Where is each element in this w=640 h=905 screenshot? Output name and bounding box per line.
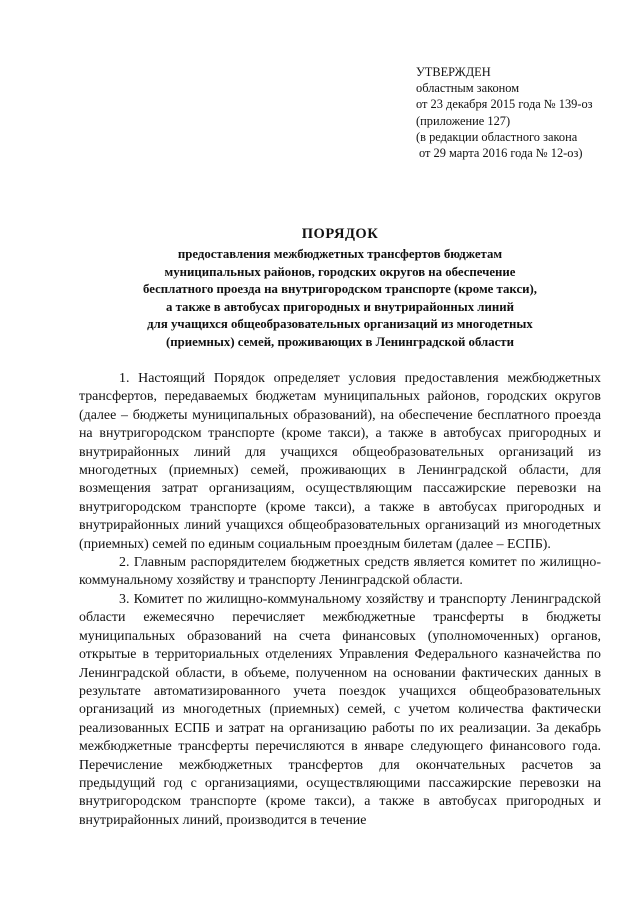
subtitle-line: а также в автобусах пригородных и внутрирайонных линий (166, 299, 514, 314)
approval-title: УТВЕРЖДЕН (416, 65, 491, 79)
paragraph-1: 1. Настоящий Порядок определяет условия предоставления межбюджетных трансфертов, передаваемых бюджетам муниципальных районов, городских округов (далее – бюджеты муниципальных образований), на обеспечение бесплатного проезда на внутригородском транспорте (кроме такси), а также в автобусах пригородных и внутрирайонных линий для учащихся общеобразовательных организаций из многодетных (приемных) семей, проживающих в Ленинградской области, для возмещения затрат организациям, осуществляющим пассажирские перевозки на внутригородском транспорте (кроме такси), а также в автобусах пригородных и внутрирайонных линий учащихся общеобразовательных организаций из многодетных (приемных) семей по единым социальным проездным билетам (далее – ЕСПБ). (79, 371, 601, 552)
document-body (79, 370, 601, 830)
approval-stamp (416, 64, 626, 161)
approval-line: от 29 марта 2016 года № 12-оз) (419, 146, 583, 161)
document-title: ПОРЯДОК (301, 226, 379, 242)
subtitle-line: для учащихся общеобразовательных организаций из многодетных (147, 317, 533, 332)
approval-line: (приложение 127) (416, 113, 511, 128)
document-subtitle (80, 246, 600, 352)
subtitle-line: предоставления межбюджетных трансфертов бюджетам (177, 247, 503, 261)
document-heading (80, 225, 600, 352)
approval-line: областным законом (416, 81, 520, 96)
approval-line: от 23 декабря 2015 года № 139-оз (416, 97, 593, 112)
subtitle-line: бесплатного проезда на внутригородском транспорте (кроме такси), (143, 282, 537, 297)
paragraph-3: 3. Комитет по жилищно-коммунальному хозяйству и транспорту Ленинградской области ежемесячно перечисляет межбюджетные трансферты в бюджеты муниципальных образований на счета финансовых (уполномоченных) органов, открытые в территориальных отделениях Управления Федерального казначейства по Ленинградской области, в объеме, полученном на основании фактических данных в результате автоматизированного учета поездок учащихся общеобразовательных организаций из многодетных (приемных) семей, с учетом количества фактически реализованных ЕСПБ и затрат на организацию работы по их реализации. За декабрь межбюджетные трансферты перечисляются в январе следующего финансового года. Перечисление межбюджетных трансфертов для окончательных расчетов за предыдущий год с организациями, осуществляющими пассажирские перевозки на внутригородском транспорте (кроме такси), а также в автобусах пригородных и внутрирайонных линий, производится в течение (79, 591, 601, 828)
subtitle-line: (приемных) семей, проживающих в Ленинградской области (166, 334, 514, 349)
approval-line: (в редакции областного закона (416, 129, 578, 144)
paragraph-2: 2. Главным распорядителем бюджетных средств является комитет по жилищно-коммунальному хозяйству и транспорту Ленинградской области. (79, 555, 601, 589)
subtitle-line: муниципальных районов, городских округов на обеспечение (164, 264, 516, 279)
